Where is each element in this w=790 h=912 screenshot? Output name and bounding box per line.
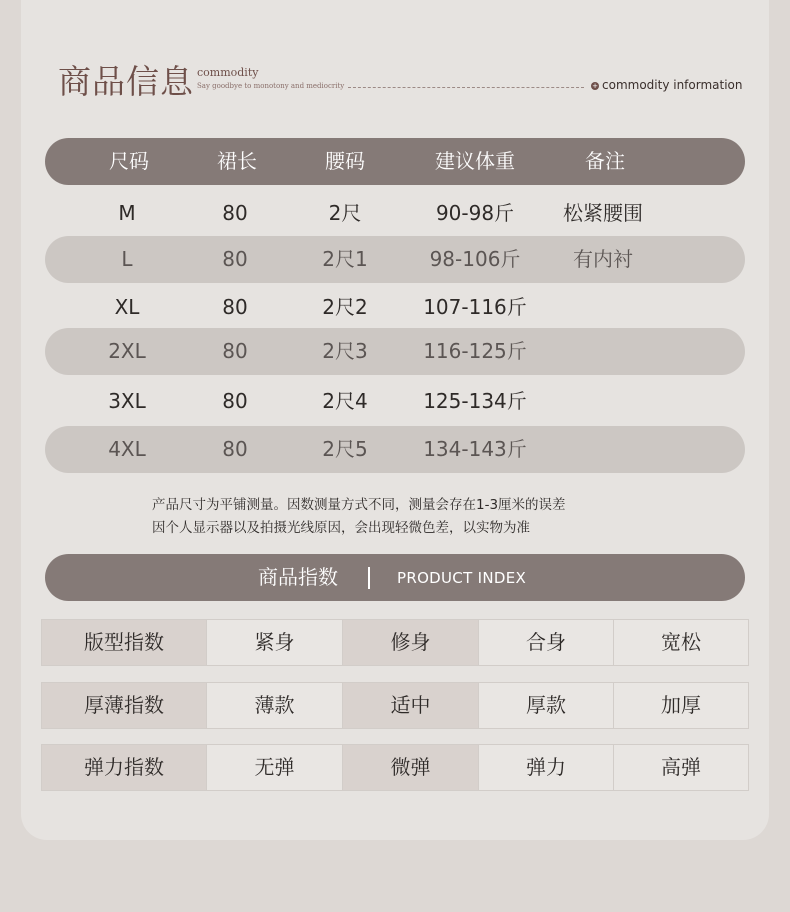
dashed-divider (348, 87, 584, 88)
index-option: 薄款 (207, 683, 343, 728)
cell-size: 3XL (108, 389, 146, 413)
cell-length: 80 (222, 247, 248, 271)
cell-size: 4XL (108, 437, 146, 461)
index-option: 宽松 (614, 620, 748, 665)
header-waist: 腰码 (325, 149, 365, 173)
cell-size: XL (114, 295, 140, 319)
index-option: 加厚 (614, 683, 748, 728)
color-note: 因个人显示器以及拍摄光线原因，会出现轻微色差，以实物为准 (152, 520, 530, 536)
cell-length: 80 (222, 437, 248, 461)
table-row (45, 426, 745, 473)
product-index-title-en: PRODUCT INDEX (397, 569, 527, 587)
cell-weight: 134-143斤 (423, 437, 527, 461)
cell-weight: 116-125斤 (423, 339, 527, 363)
cell-waist: 2尺3 (322, 339, 368, 363)
index-option: 厚款 (479, 683, 614, 728)
cell-length: 80 (222, 201, 248, 225)
cell-waist: 2尺1 (322, 247, 368, 271)
index-option-selected: 适中 (343, 683, 479, 728)
cell-size: 2XL (108, 339, 146, 363)
cell-remark: 有内衬 (573, 247, 633, 271)
cell-remark: 松紧腰围 (563, 201, 643, 225)
cell-weight: 125-134斤 (423, 389, 527, 413)
index-option-selected: 微弹 (343, 745, 479, 790)
product-index-header (45, 554, 745, 601)
header-weight: 建议体重 (435, 149, 515, 173)
index-row-fit (41, 619, 749, 666)
index-option: 紧身 (207, 620, 343, 665)
table-row (45, 284, 745, 331)
cell-waist: 2尺4 (322, 389, 368, 413)
section-title: 商品信息 (58, 62, 194, 101)
index-option-selected: 修身 (343, 620, 479, 665)
size-table-header (45, 138, 745, 185)
info-label: commodity information (602, 78, 743, 92)
cell-waist: 2尺5 (322, 437, 368, 461)
section-subtitle: commodity (197, 66, 259, 79)
cell-length: 80 (222, 295, 248, 319)
cell-size: L (121, 247, 133, 271)
index-option: 合身 (479, 620, 614, 665)
section-tagline: Say goodbye to monotony and mediocrity (197, 82, 345, 90)
index-row-thickness (41, 682, 749, 729)
index-label: 厚薄指数 (42, 683, 207, 728)
cell-weight: 98-106斤 (429, 247, 521, 271)
index-option: 高弹 (614, 745, 748, 790)
cell-length: 80 (222, 339, 248, 363)
cell-weight: 107-116斤 (423, 295, 527, 319)
product-index-title: 商品指数 (258, 565, 338, 589)
table-row (45, 190, 745, 237)
header-remark: 备注 (585, 149, 625, 173)
index-option: 弹力 (479, 745, 614, 790)
index-label: 弹力指数 (42, 745, 207, 790)
cell-waist: 2尺2 (322, 295, 368, 319)
cell-size: M (118, 201, 136, 225)
header-length: 裙长 (217, 149, 257, 173)
index-option: 无弹 (207, 745, 343, 790)
measurement-note: 产品尺寸为平铺测量。因数测量方式不同，测量会存在1-3厘米的误差 (152, 497, 566, 513)
table-row (45, 328, 745, 375)
index-label: 版型指数 (42, 620, 207, 665)
table-row (45, 378, 745, 425)
cell-waist: 2尺 (328, 201, 362, 225)
table-row (45, 236, 745, 283)
cell-weight: 90-98斤 (435, 201, 515, 225)
header-divider (368, 567, 370, 589)
cell-length: 80 (222, 389, 248, 413)
plus-circle-icon: + (592, 82, 598, 90)
header-size: 尺码 (109, 149, 149, 173)
index-row-stretch (41, 744, 749, 791)
